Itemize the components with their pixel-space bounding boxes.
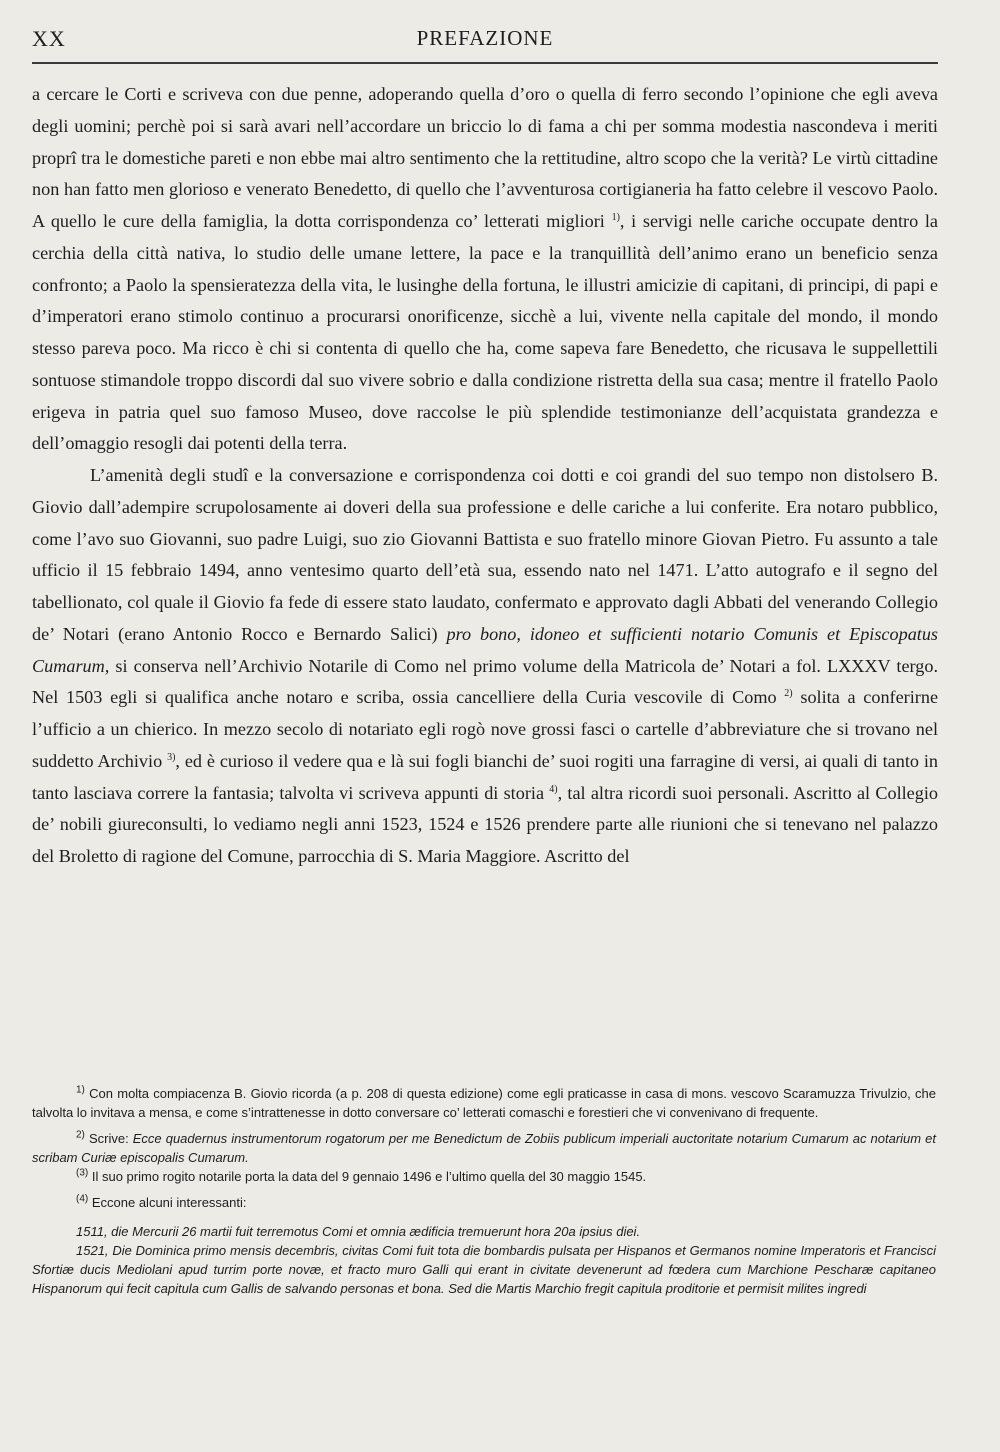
footnotes [32, 1084, 936, 1298]
footnote-4-text: Eccone alcuni interessanti: [91, 1195, 247, 1210]
footnote-ref-1: 1) [611, 211, 620, 223]
footnote-3-mark: (3) [76, 1167, 89, 1179]
paragraph-2 [32, 460, 938, 873]
paragraph-1-part-b: , i servigi nelle cariche occupate dentro la cerchia della città nativa, lo studio delle umane lettere, la pace e la tranquillità dell’animo erano un beneficio senza confronto; a Paolo la spensieratezza della vita, le lusinghe della fortuna, le illustri amicizie di capitani, di principi, di papi e d’imperatori erano stimolo continuo a procurarsi onorificenze, sicchè a lui, vivente nella capitale del mondo, il mondo stesso pareva poco. Ma ricco è chi si contenta di quello che ha, come sapeva fare Benedetto, che ricusava le suppellettili sontuose stimandole troppo discordi dal suo vivere sobrio e dalla condizione ristretta della sua casa; mentre il fratello Paolo erigeva in patria quel suo famoso Museo, dove raccolse le più splendide testimonianze dell’acquistata grandezza e dell’omaggio resogli dai potenti della terra. [32, 211, 939, 454]
footnote-3 [32, 1167, 936, 1186]
paragraph-2-part-a: L’amenità degli studî e la conversazione e corrispondenza coi dotti e coi grandi del suo tempo non distolsero B. Giovio dall’adempire scrupolosamente ai doveri della sua professione e delle cariche a lui conferite. Era notaro pubblico, come l’avo suo Giovanni, suo padre Luigi, suo zio Giovanni Battista e suo fratello minore Giovan Pietro. Fu assunto a tale ufficio il 15 febbraio 1494, anno ventesimo quarto dell’età sua, essendo nato nel 1471. L’atto autografo e il segno del tabellionato, col quale il Giovio fa fede di essere stato laudato, confermato e approvato dagli Abbati del venerando Collegio de’ Notari (erano Antonio Rocco e Bernardo Salici) [32, 465, 938, 644]
quote-1511: 1511, die Mercurii 26 martii fuit terremotus Comi et omnia ædificia tremuerunt hora 20a ipsius diei. [76, 1224, 641, 1239]
paragraph-2-part-d: , ed è curioso il vedere qua e là sui fogli bianchi de’ suoi rogiti una farragine di versi, ai quali di tanto in tanto lasciava correre la fantasia; talvolta vi scriveva appunti di storia [32, 750, 939, 803]
footnote-1-mark: 1) [76, 1084, 85, 1096]
header-rule [32, 62, 938, 64]
page-number: XX [32, 26, 66, 51]
footnote-2-mark: 2) [76, 1129, 85, 1141]
paragraph-2-part-c: solita a conferirne l’ufficio a un chierico. In mezzo secolo di notariato egli rogò nove grossi fasci o cartelle d’abbreviature che si trovano nel suddetto Archivio [32, 687, 939, 771]
paragraph-2-part-e: , tal altra ricordi suoi personali. Ascritto al Collegio de’ nobili giureconsulti, lo vediamo negli anni 1523, 1524 e 1526 prendere parte alle riunioni che si tenevano nel palazzo del Broletto di ragione del Comune, parrocchia di S. Maria Maggiore. Ascritto del [32, 782, 938, 866]
paragraph-1-part-a: a cercare le Corti e scriveva con due penne, adoperando quella d’oro o quella di ferro secondo l’opinione che egli aveva degli uomini; perchè poi si sarà avari nell’accordare un briccio lo di fama a chi per somma modestia nascondeva i meriti proprî tra le domestiche pareti e non ebbe mai altro sentimento che la rettitudine, altro scopo che la verità? Le virtù cittadine non han fatto men glorioso e venerato Benedetto, di quello che l’avventurosa cortigianeria ha fatto celebre il vescovo Paolo. A quello le cure della famiglia, la dotta corrispondenza co’ letterati migliori [32, 84, 938, 231]
footnote-2-text: Ecce quadernus instrumentorum rogatorum per me Benedictum de Zobiis publicum imperiali auctoritate notarium Cumarum ac notarium et scribam Curiæ episcopalis Cumarum. [32, 1131, 936, 1165]
footnote-3-text: Il suo primo rogito notarile porta la data del 9 gennaio 1496 e l’ultimo quella del 30 maggio 1545. [91, 1169, 647, 1184]
footnote-2-label: Scrive: [88, 1131, 129, 1146]
paragraph-2-part-b: si conserva nell’Archivio Notarile di Como nel primo volume della Matricola de’ Notari a fol. LXXXV tergo. Nel 1503 egli si qualifica anche notaro e scriba, ossia cancelliere della Curia vescovile di Como [32, 655, 938, 708]
quote-1521: 1521, Die Dominica primo mensis decembris, civitas Comi fuit tota die bombardis pulsata per Hispanos et Germanos nomine Imperatoris et Francisci Sfortiæ ducis Mediolani apud turrim porte novæ, et fracto muro Galli qui erant in civitate devenerunt ad fœdera cum Marchione Pescharæ capitaneo Hispanorum qui fecit capitula cum Gallis de salvando personas et bona. Sed die Martis Marchio fregit capitula proditorie et permisit milites ingredi [32, 1243, 936, 1296]
footnote-4-mark: (4) [76, 1193, 89, 1205]
paragraph-2-latin-phrase: pro bono, idoneo et sufficienti notario Comunis et Episcopatus Cumarum, [32, 623, 939, 676]
main-text [32, 79, 938, 873]
running-title: PREFAZIONE [416, 26, 554, 50]
footnote-1-text: Con molta compiacenza B. Giovio ricorda (a p. 208 di questa edizione) come egli praticasse in casa di mons. vescovo Scaramuzza Trivulzio, che talvolta lo invitava a mensa, e come s’intrattenesse in dotto conversare co’ letterati comaschi e forestieri che vi convenivano di frequente. [32, 1086, 936, 1120]
footnote-1 [32, 1084, 936, 1122]
footnote-ref-4: 4) [549, 783, 558, 795]
footnote-ref-2: 2) [784, 688, 793, 700]
footnote-ref-3: 3) [167, 751, 176, 763]
page-header [32, 26, 938, 54]
footnote-2 [32, 1129, 936, 1167]
footnote-4 [32, 1193, 936, 1212]
paragraph-1 [32, 79, 938, 460]
